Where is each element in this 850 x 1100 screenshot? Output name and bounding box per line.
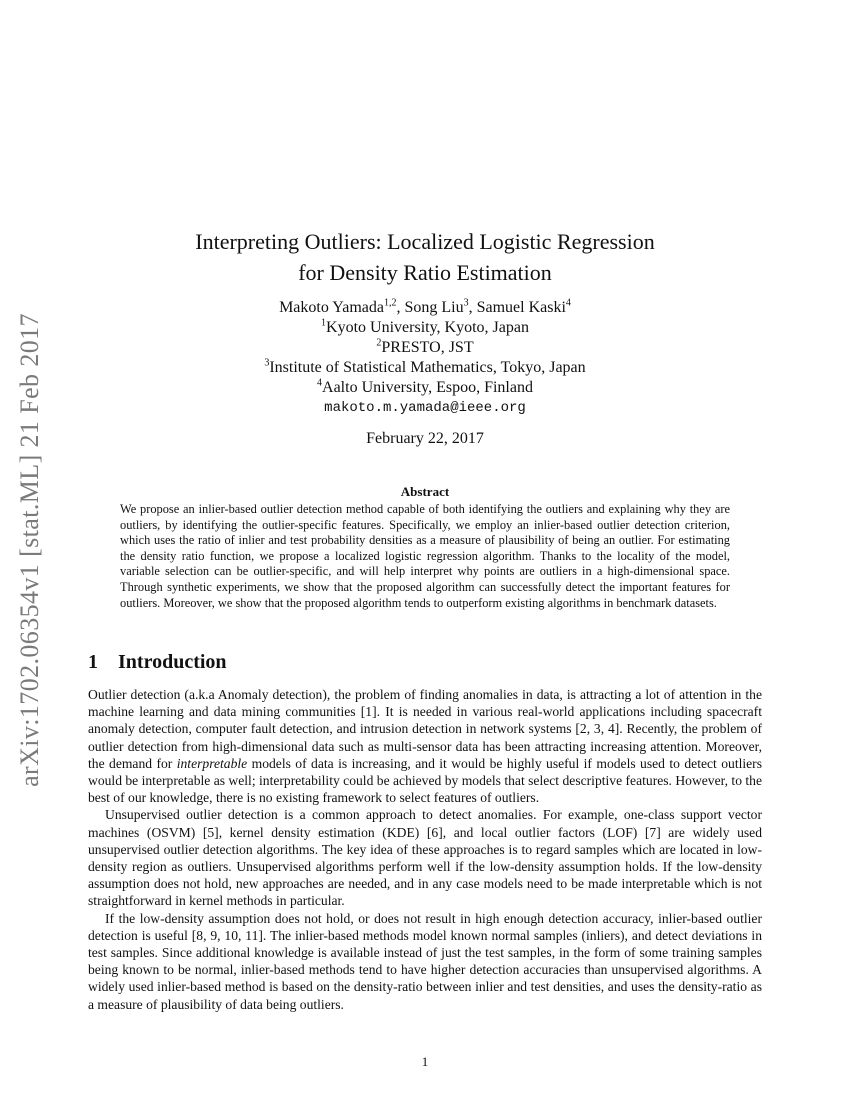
author-name: , Song Liu xyxy=(396,299,464,316)
affiliation-text: PRESTO, JST xyxy=(381,339,474,356)
affiliation-mark: 2 xyxy=(376,337,382,349)
author-line xyxy=(88,298,762,318)
affiliation-mark: 3 xyxy=(264,357,270,369)
author-name: , Samuel Kaski xyxy=(468,299,566,316)
affiliation-mark: 4 xyxy=(317,377,323,389)
affiliation-text: Institute of Statistical Mathematics, Tokyo, Japan xyxy=(269,359,586,376)
page-number: 1 xyxy=(421,1054,429,1069)
affiliation-line xyxy=(88,318,762,338)
paragraph-text: models of data is increasing, and it would be highly useful if models used to detect outliers would be interpretable as well; interpretability could be achieved by models that select descriptive features. However, to the best of our knowledge, there is no existing framework to select features of outliers. xyxy=(88,755,762,806)
body-text xyxy=(88,686,762,1013)
title-line-1: Interpreting Outliers: Localized Logistic Regression xyxy=(195,229,655,254)
section-title: Introduction xyxy=(118,651,227,673)
affiliation-line xyxy=(88,358,762,378)
paper-date: February 22, 2017 xyxy=(366,430,484,447)
paragraph: If the low-density assumption does not hold, or does not result in high enough detection accuracy, inlier-based outlier detection is useful [8, 9, 10, 11]. The inlier-based methods model known normal samples (inliers), and detect deviations in test samples. Since additional knowledge is available instead of just the test samples, in the form of some training samples being known to be normal, inlier-based methods tend to have higher detection accuracies than unsupervised algorithms. A widely used inlier-based method is based on the density-ratio between inlier and test densities, and uses the density-ratio as a measure of plausibility of data being outliers. xyxy=(88,910,762,1012)
author-affiliation-mark: 4 xyxy=(565,297,571,309)
paragraph: Unsupervised outlier detection is a common approach to detect anomalies. For example, one-class support vector machines (OSVM) [5], kernel density estimation (KDE) [6], and local outlier factors (LOF) [7] are widely used unsupervised outlier detection algorithms. The key idea of these approaches is to regard samples which are located in low-density region as outliers. Unsupervised algorithms perform well if the low-density assumption holds. If the low-density assumption does not hold, new approaches are needed, and in any case models need to be made interpretable which is not straightforward in kernel methods in particular. xyxy=(88,807,762,909)
affiliation-text: Aalto University, Espoo, Finland xyxy=(322,379,533,396)
abstract-text: We propose an inlier-based outlier detection method capable of both identifying the outliers and explaining why they are outliers, by identifying the outlier-specific features. Specifically, we employ an inlier-based outlier detection criterion, which uses the ratio of inlier and test probability densities as a measure of plausibility of being an outlier. For estimating the density ratio function, we propose a localized logistic regression algorithm. Thanks to the locality of the model, variable selection can be outlier-specific, and will help interpret why points are outliers in a high-dimensional space. Through synthetic experiments, we show that the proposed algorithm can successfully detect the important features for outliers. Moreover, we show that the proposed algorithm tends to outperform existing algorithms in benchmark datasets. xyxy=(120,502,730,610)
paragraph-text: Outlier detection (a.k.a Anomaly detection), the problem of finding anomalies in data, is attracting a lot of attention in the machine learning and data mining communities [1]. It is needed in various real-world applications including spacecraft anomaly detection, computer fault detection, and intrusion detection in network systems [2, 3, 4]. Recently, the problem of outlier detection from high-dimensional data such as multi-sensor data has been attracting increasing attention. Moreover, the demand for xyxy=(88,687,762,771)
affiliation-line xyxy=(88,378,762,398)
paragraph xyxy=(88,686,762,806)
abstract-heading: Abstract xyxy=(400,484,450,499)
author-email: makoto.m.yamada@ieee.org xyxy=(324,400,526,416)
author-name: Makoto Yamada xyxy=(279,299,384,316)
author-affiliation-mark: 1,2 xyxy=(383,297,397,309)
section-number: 1 xyxy=(88,651,98,673)
arxiv-identifier: arXiv:1702.06354v1 [stat.ML] 21 Feb 2017 xyxy=(15,313,44,787)
affiliation-text: Kyoto University, Kyoto, Japan xyxy=(326,319,529,336)
author-block xyxy=(88,298,762,418)
section-heading xyxy=(88,651,227,674)
arxiv-side-stamp xyxy=(10,290,50,810)
affiliation-mark: 1 xyxy=(321,317,327,329)
affiliation-line xyxy=(88,338,762,358)
emphasis-text: interpretable xyxy=(176,755,248,771)
author-affiliation-mark: 3 xyxy=(463,297,469,309)
paper-title xyxy=(88,226,762,288)
title-line-2: for Density Ratio Estimation xyxy=(298,260,552,285)
